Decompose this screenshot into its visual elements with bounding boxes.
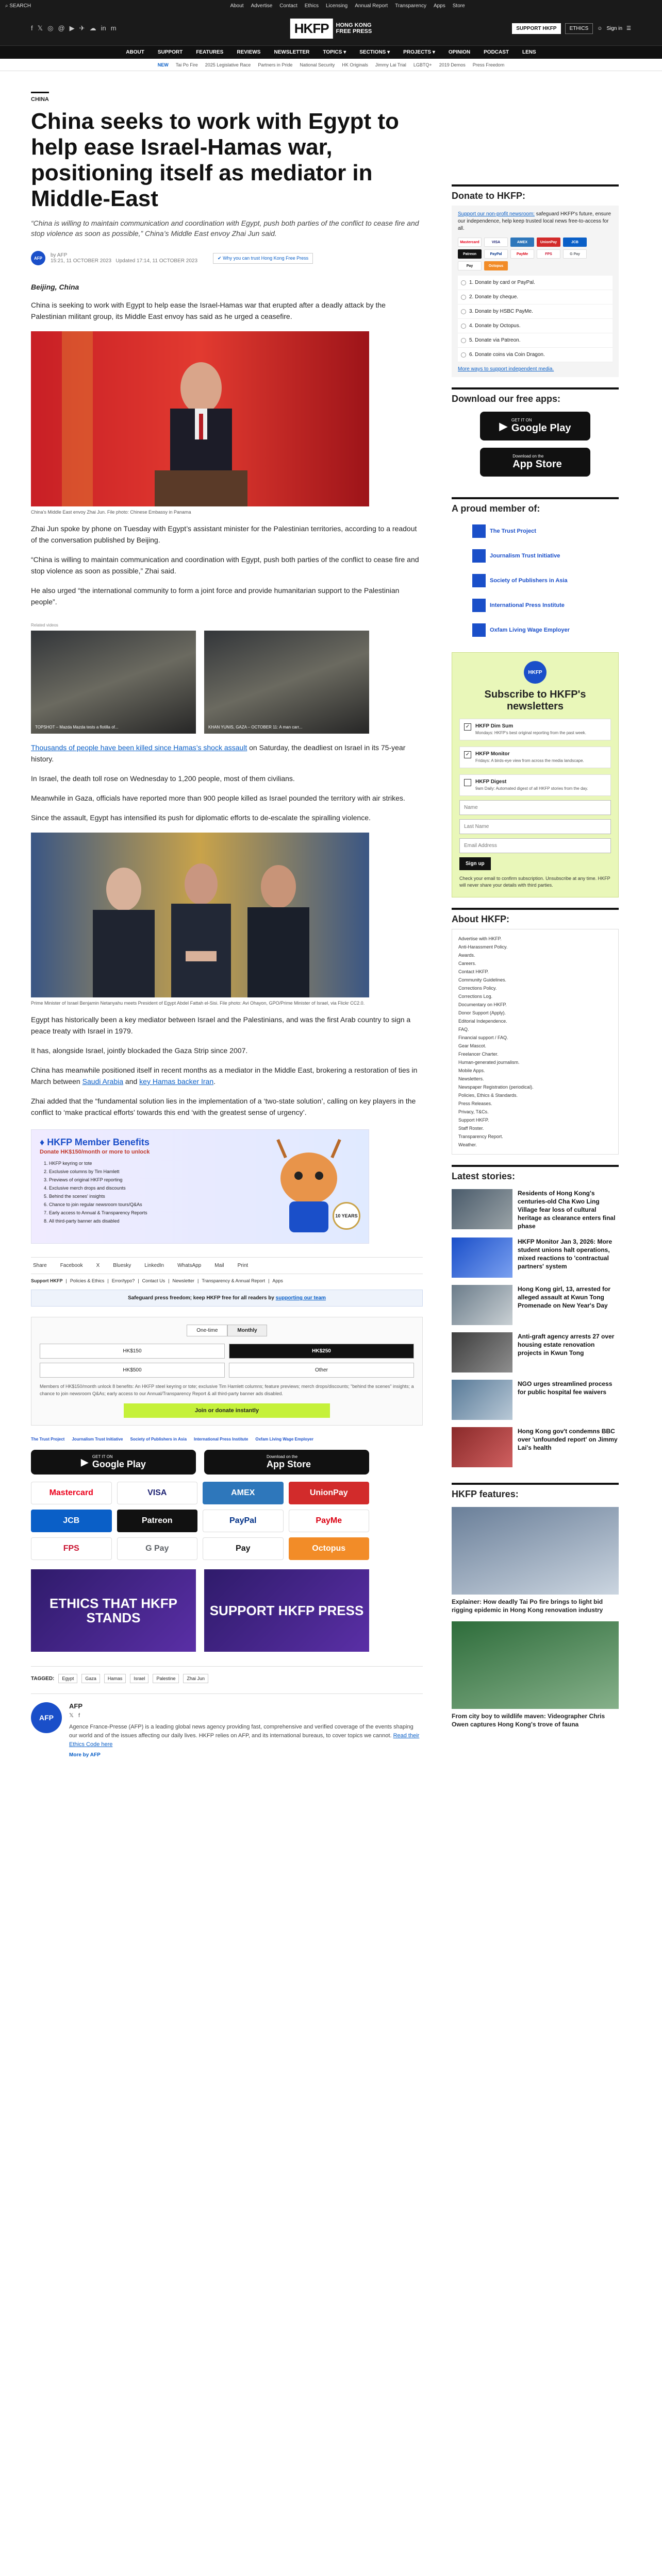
share-whatsapp[interactable]: WhatsApp [177,1263,202,1268]
paragraph: China has meanwhile positioned itself in recent months as a mediator in the Middle East, brokering a restoration of ties in March between Saudi Arabia and key Hamas backer Iran. [31,1066,418,1086]
fps-icon: FPS [537,249,560,259]
tag-list [31,1666,423,1683]
share-bar [31,1257,423,1274]
applepay-icon: Pay [203,1537,284,1560]
amex-icon: AMEX [203,1482,284,1504]
radio-icon [461,352,466,358]
about-link[interactable]: Human-generated journalism. [458,1060,520,1065]
nav-podcast[interactable]: PODCAST [484,49,509,55]
article-category[interactable]: CHINA [31,92,49,103]
feature-title: From city boy to wildlife maven: Videographer Chris Owen captures Hong Kong's trove of fauna [452,1713,605,1728]
google-play-button[interactable]: ▶ GET IT ON Google Play [480,412,590,440]
article [31,71,423,1758]
inline-link[interactable]: Saudi Arabia [82,1077,124,1086]
donate-option[interactable]: 6. Donate coins via Coin Dragon. [458,348,613,362]
latest-story[interactable] [452,1189,619,1230]
member-org-list [452,522,619,639]
about-links [452,929,619,1155]
octopus-icon: Octopus [289,1537,370,1560]
play-icon: ▶ [499,420,507,432]
donation-description: Members of HK$150/month unlock 8 benefits: An HKFP steel keyring or tote; exclusive Tim Hamlett columns; feature previews; merch drops/discounts; "behind the scenes" insights; a chance to join newsroom Q&As; early access to our Annual/Transparency Report & all third-party banner ads disabled. [40,1384,414,1396]
donation-widget [31,1317,423,1426]
about-link[interactable]: Advertise with HKFP. [458,936,502,941]
oxfam-logo[interactable]: Oxfam Living Wage Employer [472,621,619,639]
benefits-title: ♦ HKFP Member Benefits [40,1137,150,1147]
nav-about[interactable]: ABOUT [126,49,144,55]
donate-heading: Donate to HKFP: [452,184,619,201]
about-link[interactable]: Newspaper Registration (periodical). [458,1084,534,1090]
newsletter-fine-print: Check your email to confirm subscription. Unsubscribe at any time. HKFP will never share your details with third parties. [459,876,610,888]
linkedin-icon[interactable]: in [101,24,106,32]
oxfam-icon [472,623,486,637]
tag[interactable]: Hamas [104,1674,126,1683]
site-header [0,11,662,45]
tag[interactable]: Palestine [153,1674,179,1683]
story-title: Residents of Hong Kong's centuries-old Cha Kwo Ling Village fear loss of cultural heritage as clearance enters final phase [518,1190,616,1230]
play-icon: ▶ [81,1456,88,1467]
paragraph: Zhai Jun spoke by phone on Tuesday with Egypt’s assistant minister for the Palestinian territories, according to a readout of the conversation published by Beijing. [31,524,417,544]
oxfam-logo[interactable]: Oxfam Living Wage Employer [255,1437,313,1442]
author-logo[interactable]: AFP [31,1702,62,1733]
donate-text: Support our non-profit newsroom: safeguard HKFP's future, ensure our independence, help keep trusted local news free-to-access for all. [458,211,611,231]
payme-icon: PayMe [289,1510,370,1532]
ethics-promo[interactable]: ETHICS THAT HKFP STANDS [31,1569,196,1652]
footer-link[interactable]: Support HKFP [31,1278,63,1283]
patreon-icon: Patreon [117,1510,198,1532]
leaders-photo[interactable] [31,833,369,997]
payme-icon: PayMe [510,249,534,259]
latest-story[interactable] [452,1332,619,1372]
donate-option[interactable]: 2. Donate by cheque. [458,290,613,304]
trust-project-logo[interactable]: The Trust Project [472,522,619,540]
topbar-link-about[interactable]: About [230,3,244,9]
support-newsroom-link[interactable]: Support our non-profit newsroom: [458,211,535,217]
newsletter-heading: Subscribe to HKFP's newsletters [484,689,586,712]
paragraph: Since the assault, Egypt has intensified its push for diplomatic efforts to de-escalate the spiralling violence. [31,814,371,822]
checkbox-checked[interactable]: ✓ [464,723,471,731]
paragraph: Thousands of people have been killed since Hamas’s shock assault on Saturday, the deadliest on Israel in its 75-year history. [31,743,406,763]
video-thumbnail[interactable]: TOPSHOT – Mazda Mazda tests a flotilla of... [31,631,196,734]
leaders-illustration [31,833,369,997]
trending-item[interactable]: Partners in Pride [258,62,293,67]
updated-date: Updated 17:14, 11 OCTOBER 2023 [115,258,198,264]
newsletter-signup [452,652,619,897]
amount-option[interactable]: Other [229,1363,414,1378]
publish-date: 15:21, 11 OCTOBER 2023 [51,258,112,264]
ipi-icon [472,599,486,612]
topbar-link-licensing[interactable]: Licensing [325,3,348,9]
about-link[interactable]: Newsletters. [458,1076,484,1081]
newsletter-option[interactable]: ✓ HKFP Dim Sum Mondays: HKFP's best original reporting from the past week. [459,719,611,740]
jti-icon [472,549,486,563]
top-utility-bar [0,0,662,11]
user-icon[interactable]: ☺ [597,25,603,31]
anniversary-badge: 10 YEARS [333,1202,360,1230]
story-thumbnail [452,1238,512,1278]
footer-links: Support HKFP | Policies & Ethics | Error/typo? | Contact Us | Newsletter | Transparency & Annual Report | Apps [31,1278,283,1283]
support-team-link[interactable]: supporting our team [275,1295,326,1301]
trending-item[interactable]: 2019 Demos [439,62,466,67]
about-link[interactable]: Weather. [458,1142,477,1147]
tag[interactable]: Zhai Jun [183,1674,208,1683]
about-link[interactable]: Corrections Policy. [458,986,497,991]
radio-icon [461,295,466,300]
trending-item[interactable]: HK Originals [342,62,368,67]
radio-icon [461,280,466,285]
deer-mascot [257,1137,360,1235]
radio-icon [461,324,466,329]
facebook-icon[interactable]: f [31,24,33,32]
video-thumbnail[interactable]: KHAN YUNIS, GAZA – OCTOBER 11: A man carr... [204,631,369,734]
monthly-option[interactable]: Monthly [227,1325,267,1336]
trust-project-icon [472,524,486,538]
octopus-icon: Octopus [484,261,508,270]
about-link[interactable]: Freelancer Charter. [458,1052,499,1057]
new-badge: NEW [157,62,169,67]
topbar-link-apps[interactable]: Apps [433,3,445,9]
latest-story[interactable] [452,1380,619,1420]
checkbox-checked[interactable]: ✓ [464,751,471,758]
share-mail[interactable]: Mail [214,1263,224,1268]
photo-caption: China’s Middle East envoy Zhai Jun. File photo: Chinese Embassy in Panama [31,510,191,515]
paypal-icon: PayPal [203,1510,284,1532]
about-link[interactable]: Documentary on HKFP. [458,1002,507,1007]
about-link[interactable]: Press Releases. [458,1101,492,1106]
latest-story[interactable] [452,1285,619,1325]
nav-topics[interactable]: TOPICS ▾ [323,49,346,55]
tag[interactable]: Israel [130,1674,148,1683]
about-link[interactable]: Awards. [458,953,475,958]
jti-logo[interactable]: Journalism Trust Initiative [72,1437,123,1442]
trust-link[interactable]: ✔ Why you can trust Hong Kong Free Press [213,253,313,264]
telegram-icon[interactable]: ✈ [79,24,85,32]
amount-option[interactable]: HK$150 [40,1344,225,1359]
sign-in-link[interactable]: Sign in [606,25,623,31]
nav-newsletter[interactable]: NEWSLETTER [274,49,310,55]
trending-item[interactable]: Jimmy Lai Trial [375,62,406,67]
search-link[interactable]: ⌕ SEARCH [5,3,31,9]
amount-option[interactable]: HK$250 [229,1344,414,1359]
article-lede: “China is willing to maintain communication and coordination with Egypt, push both parties of the conflict to cease fire and stop violence as soon as possible,” China’s Middle East envoy Zhai Jun said. [31,219,419,238]
feature-thumbnail [452,1621,619,1709]
support-hkfp-button[interactable]: SUPPORT HKFP [512,23,560,34]
amex-icon: AMEX [510,238,534,247]
share-linkedin[interactable]: LinkedIn [144,1263,164,1268]
about-link[interactable]: Support HKFP. [458,1117,489,1123]
mastercard-icon: Mastercard [31,1482,112,1504]
about-link[interactable]: Gear Mascot. [458,1043,487,1048]
nav-sections[interactable]: SECTIONS ▾ [359,49,390,55]
about-link[interactable]: Corrections Log. [458,994,493,999]
ethics-button[interactable]: ETHICS [565,23,593,34]
article-meta [31,251,423,265]
paragraph: Zhai added that the “fundamental solution lies in the implementation of a ‘two-state solution’, calling on key players in the conflict to ‘make practical efforts’ towards this end ‘with the greatest sense of urgency’. [31,1097,416,1116]
envoy-photo[interactable] [31,331,369,506]
member-heading: A proud member of: [452,497,619,514]
app-store-button[interactable]: Download on the App Store [204,1450,369,1475]
radio-icon [461,338,466,343]
applepay-icon: Pay [458,261,482,270]
donate-option[interactable]: 1. Donate by card or PayPal. [458,276,613,290]
share-x[interactable]: X [96,1263,100,1268]
ethics-code-link[interactable]: Read their Ethics Code here [69,1733,420,1748]
mastercard-icon: Mastercard [458,238,482,247]
about-heading: About HKFP: [452,908,619,925]
facebook-icon[interactable]: f [78,1713,80,1719]
paragraph: Egypt has historically been a key mediator between Israel and the Palestinians, and was the first Arab country to sign a peace treaty with Israel in 1979. [31,1015,411,1035]
x-icon[interactable]: 𝕏 [69,1713,74,1719]
visa-icon: VISA [117,1482,198,1504]
about-link[interactable]: Donor Support (Apply). [458,1010,506,1015]
x-icon[interactable]: 𝕏 [37,24,43,32]
about-link[interactable]: Editorial Independence. [458,1019,507,1024]
unionpay-icon: UnionPay [289,1482,370,1504]
trust-project-logo[interactable]: The Trust Project [31,1437,65,1442]
article-title: China seeks to work with Egypt to help ease Israel-Hamas war, positioning itself as mediator in Middle-East [31,109,399,211]
about-link[interactable]: Transparency Report. [458,1134,503,1139]
logo-mark: HKFP [290,19,333,39]
last-name-input[interactable] [459,819,611,834]
radio-icon [461,309,466,314]
main-nav [0,45,662,59]
sopa-icon [472,574,486,587]
nav-features[interactable]: FEATURES [196,49,224,55]
trending-item[interactable]: Press Freedom [472,62,505,67]
footer-link[interactable]: Contact Us [142,1278,166,1283]
nav-support[interactable]: SUPPORT [157,49,183,55]
about-link[interactable]: Contact HKFP. [458,969,489,974]
about-link[interactable]: Financial support / FAQ. [458,1035,508,1040]
donate-box [452,206,619,377]
name-input[interactable] [459,800,611,815]
ipi-logo[interactable]: International Press Institute [472,597,619,614]
fps-icon: FPS [31,1537,112,1560]
story-thumbnail [452,1427,512,1467]
topbar-link-store[interactable]: Store [452,3,465,9]
story-title: Hong Kong girl, 13, arrested for alleged assault at Kwun Tong Promenade on New Year's Day [518,1285,611,1309]
member-benefits-banner[interactable] [31,1129,369,1244]
member-logos [31,1437,423,1442]
app-store-button[interactable]: Download on the App Store [480,448,590,477]
story-thumbnail [452,1380,512,1420]
trending-item[interactable]: 2025 Legislative Race [205,62,251,67]
mastodon-icon[interactable]: m [110,24,117,32]
topbar-link-ethics[interactable]: Ethics [304,3,319,9]
ipi-logo[interactable]: International Press Institute [194,1437,249,1442]
amount-grid [40,1344,414,1378]
topbar-link-transparency[interactable]: Transparency [395,3,426,9]
feature-story[interactable] [452,1621,619,1728]
safeguard-banner: Safeguard press freedom; keep HKFP free for all readers by supporting our team [31,1290,423,1307]
inline-link[interactable]: Thousands of people have been killed since Hamas’s shock assault [31,743,247,752]
social-icons [31,24,117,32]
story-title: Anti-graft agency arrests 27 over housing estate renovation projects in Kwun Tong [518,1333,615,1357]
author-box [31,1693,423,1758]
donate-option[interactable]: 3. Donate by HSBC PayMe. [458,304,613,319]
about-link[interactable]: Community Guidelines. [458,977,507,982]
sidebar-payment-logos [458,238,613,270]
sopa-logo[interactable]: Society of Publishers in Asia [472,572,619,589]
about-link[interactable]: Anti-Harassment Policy. [458,944,508,950]
story-thumbnail [452,1189,512,1229]
donate-option[interactable]: 4. Donate by Octopus. [458,319,613,333]
footer-link[interactable]: Transparency & Annual Report [202,1278,266,1283]
gpay-icon: G Pay [117,1537,198,1560]
topbar-link-contact[interactable]: Contact [279,3,297,9]
threads-icon[interactable]: @ [58,24,65,32]
about-link[interactable]: Staff Roster. [458,1126,484,1131]
dateline: Beijing, China [31,283,79,291]
share-facebook[interactable]: Facebook [60,1263,83,1268]
paragraph: It has, alongside Israel, jointly blockaded the Gaza Strip since 2007. [31,1046,248,1055]
paragraph: In Israel, the death toll rose on Wednesday to 1,200 people, most of them civilians. [31,774,295,783]
jcb-icon: JCB [31,1510,112,1532]
nav-lens[interactable]: LENS [522,49,536,55]
author-name[interactable]: AFP [69,1702,82,1710]
sopa-logo[interactable]: Society of Publishers in Asia [130,1437,187,1442]
nav-projects[interactable]: PROJECTS ▾ [403,49,435,55]
share-label: Share [33,1263,47,1268]
gpay-icon: G Pay [563,249,587,259]
checkbox[interactable] [464,779,471,786]
tags-label: TAGGED: [31,1675,55,1682]
footer-link[interactable]: Error/typo? [111,1278,135,1283]
related-videos [31,631,423,734]
google-play-button[interactable]: ▶ GET IT ON Google Play [31,1450,196,1475]
feature-story[interactable] [452,1507,619,1614]
newsletter-logo: HKFP [524,661,547,684]
latest-heading: Latest stories: [452,1165,619,1182]
trending-item[interactable]: LGBTQ+ [413,62,432,67]
visa-icon: VISA [484,238,508,247]
more-ways-link[interactable]: More ways to support independent media. [458,366,554,372]
topbar-link-annual-report[interactable]: Annual Report [355,3,388,9]
footer-link[interactable]: Apps [272,1278,283,1283]
paypal-icon: PayPal [484,249,508,259]
benefits-list: 1. HKFP keyring or tote 2. Exclusive columns by Tim Hamlett 3. Previews of original HKFP reporting 4. Exclusive merch drops and discounts 5. Behind the scenes' insights 6. Chance to join regular newsroom tours/Q&As 7. Early access to Annual & Transparency Reports 8. All third-party banner ads disabled [40,1159,257,1225]
payment-logos [31,1482,369,1560]
envoy-illustration [31,331,369,506]
app-store-buttons [31,1450,423,1475]
footer-link[interactable]: Policies & Ethics [70,1278,105,1283]
newsletter-option[interactable]: ✓ HKFP Monitor Fridays: A birds-eye view from across the media landscape. [459,747,611,768]
unionpay-icon: UnionPay [537,238,560,247]
promo-banners [31,1569,423,1652]
topbar-link-advertise[interactable]: Advertise [251,3,273,9]
share-print[interactable]: Print [237,1263,249,1268]
support-promo[interactable]: SUPPORT HKFP PRESS [204,1569,369,1652]
story-title: Hong Kong gov't condemns BBC over 'unfounded report' on Jimmy Lai's health [518,1428,618,1451]
frequency-toggle [40,1325,414,1336]
story-title: NGO urges streamlined process for public hospital fee waivers [518,1380,613,1396]
menu-icon[interactable]: ☰ [626,25,631,31]
instagram-icon[interactable]: ◎ [47,24,54,32]
signup-button[interactable]: Sign up [459,857,491,870]
tag[interactable]: Gaza [81,1674,100,1683]
jti-logo[interactable]: Journalism Trust Initiative [472,547,619,565]
amount-option[interactable]: HK$500 [40,1363,225,1378]
trending-bar [0,59,662,71]
paragraph: He also urged “the international community to form a joint force and provide humanitarian support to the Palestinian people”. [31,586,400,606]
paragraph: Meanwhile in Gaza, officials have reported more than 900 people killed as Israel pounded the territory with air strikes. [31,794,405,802]
youtube-icon[interactable]: ▶ [69,24,75,32]
story-title: HKFP Monitor Jan 3, 2026: More student unions halt operations, mixed reactions to 'contractual partners' system [518,1238,613,1270]
author-bio: Agence France-Presse (AFP) is a leading global news agency providing fast, comprehensive and verified coverage of the events shaping our world and of the issues affecting our daily lives. HKFP relies on AFP, and its international bureaus, to cover topics we cannot. Read their Ethics Code here [69,1724,420,1748]
sidebar [452,71,619,1758]
share-bluesky[interactable]: Bluesky [113,1263,131,1268]
byline[interactable]: by AFP [51,252,68,258]
trending-item[interactable]: National Security [300,62,335,67]
logo-text: HONG KONG FREE PRESS [336,22,372,35]
bluesky-icon[interactable]: ☁ [89,24,96,32]
email-input[interactable] [459,838,611,853]
newsletter-option[interactable]: HKFP Digest 9am Daily: Automated digest of all HKFP stories from the day. [459,774,611,796]
apps-heading: Download our free apps: [452,387,619,404]
benefits-subtitle: Donate HK$150/month or more to unlock [40,1149,150,1155]
nav-opinion[interactable]: OPINION [448,49,471,55]
more-by-author-link[interactable]: More by AFP [69,1752,101,1758]
about-link[interactable]: Privacy, T&Cs. [458,1109,489,1114]
patreon-icon: Patreon [458,249,482,259]
trending-item[interactable]: Tai Po Fire [175,62,198,67]
about-link[interactable]: Policies, Ethics & Standards. [458,1093,518,1098]
features-heading: HKFP features: [452,1483,619,1500]
latest-story[interactable] [452,1427,619,1467]
feature-thumbnail [452,1507,619,1595]
about-link[interactable]: FAQ. [458,1027,469,1032]
about-link[interactable]: Mobile Apps. [458,1068,485,1073]
feature-title: Explainer: How deadly Tai Po fire brings to light bid rigging epidemic in Hong Kong renovation industry [452,1598,603,1614]
related-videos-label: Related videos [31,623,58,628]
author-avatar[interactable]: AFP [31,251,45,265]
footer-link[interactable]: Newsletter [172,1278,194,1283]
author-social [69,1712,423,1719]
jcb-icon: JCB [563,238,587,247]
donate-option[interactable]: 5. Donate via Patreon. [458,333,613,348]
donate-options [458,276,613,362]
site-logo[interactable] [290,19,372,39]
latest-story[interactable] [452,1238,619,1278]
inline-link[interactable]: key Hamas backer Iran [139,1077,214,1086]
nav-reviews[interactable]: REVIEWS [237,49,261,55]
about-link[interactable]: Careers. [458,961,476,966]
paragraph: China is seeking to work with Egypt to help ease the Israel-Hamas war that erupted after a deadly attack by the Palestinian militant group, its Middle East envoy has said as he urged a ceasefire. [31,301,386,320]
photo-caption: Prime Minister of Israel Benjamin Netanyahu meets President of Egypt Abdel Fattah el-Sisi. File photo: Avi Ohayon, GPO/Prime Minister of Israel, via Flickr CC2.0. [31,1001,365,1006]
join-donate-button[interactable]: Join or donate instantly [124,1403,330,1418]
tag[interactable]: Egypt [58,1674,77,1683]
paragraph: “China is willing to maintain communication and coordination with Egypt, push both parties of the conflict to cease fire and stop violence as soon as possible,” Zhai said. [31,555,419,575]
story-thumbnail [452,1285,512,1325]
one-time-option[interactable]: One-time [187,1325,227,1336]
story-thumbnail [452,1332,512,1372]
